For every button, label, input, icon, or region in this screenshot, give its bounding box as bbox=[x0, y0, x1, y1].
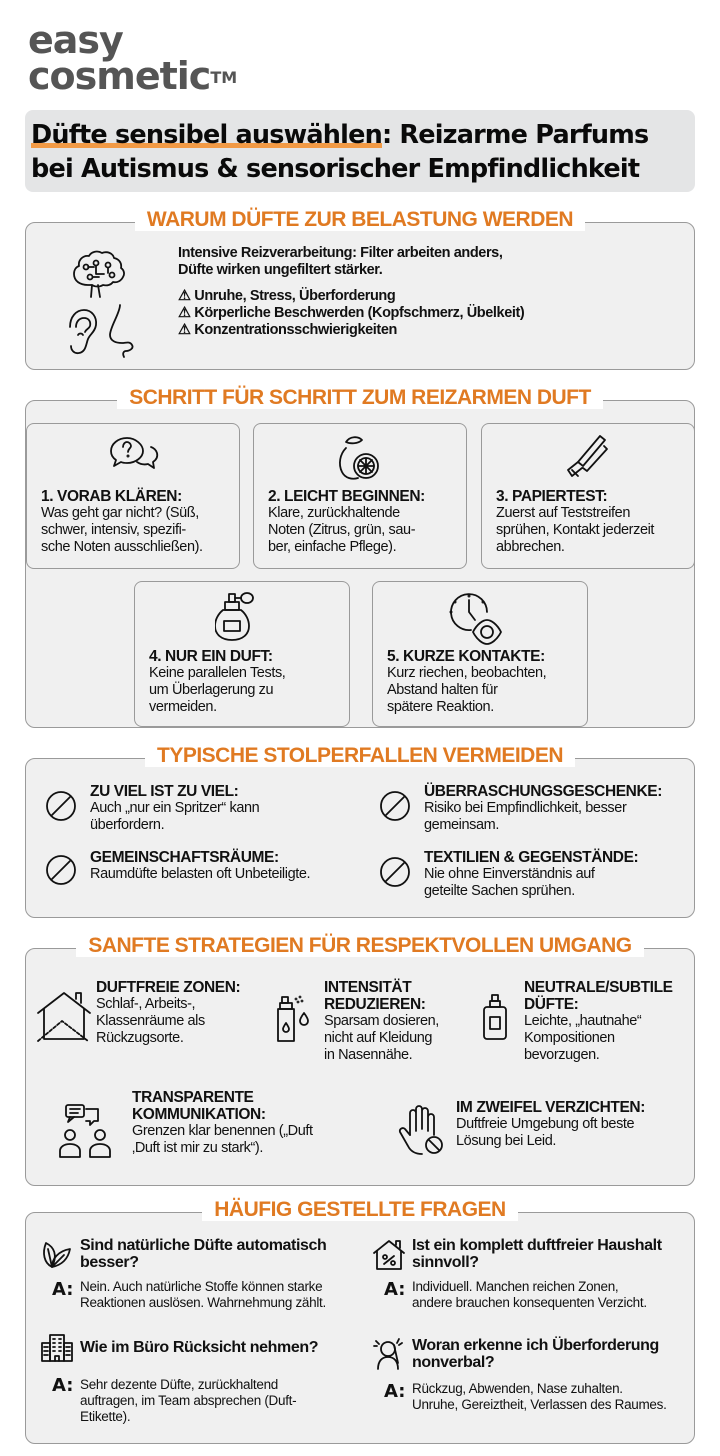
people-chat-icon bbox=[56, 1103, 116, 1164]
faq-answer: Sehr dezente Düfte, zurückhaltend bbox=[80, 1377, 278, 1392]
prohibited-icon bbox=[378, 855, 412, 894]
faq-item bbox=[40, 1333, 360, 1438]
page-title bbox=[25, 110, 695, 192]
step-card-4 bbox=[134, 581, 350, 727]
pitfall-text: Raumdüfte belasten oft Unbeteiligte. bbox=[90, 866, 311, 882]
prohibited-icon bbox=[378, 789, 412, 828]
faq-answer: Reaktionen auslösen. Wahrnehmung zählt. bbox=[80, 1295, 326, 1310]
section-strategies bbox=[25, 934, 695, 1186]
pitfall-heading: ÜBERRASCHUNGSGESCHENKE: bbox=[424, 783, 662, 800]
step-text: vermeiden. bbox=[149, 699, 217, 715]
strategy-text: Sparsam dosieren, bbox=[324, 1013, 439, 1029]
spray-bottle-icon bbox=[482, 993, 510, 1048]
overwhelmed-person-icon bbox=[372, 1337, 406, 1376]
spray-drop-icon bbox=[276, 993, 312, 1050]
strategy-text: Duftfreie Umgebung oft beste bbox=[456, 1116, 635, 1132]
house-no-scent-icon bbox=[372, 1239, 406, 1276]
step-card-3 bbox=[481, 423, 695, 569]
strategy-text: ‚Duft ist mir zu stark“). bbox=[132, 1140, 263, 1156]
step-text: Abstand halten für bbox=[387, 682, 498, 698]
step-text: sprühen, Kontakt jederzeit bbox=[496, 522, 655, 538]
strategy-text: bevorzugen. bbox=[524, 1047, 600, 1063]
step-text: sche Noten ausschließen). bbox=[41, 539, 203, 555]
strategy-heading: KOMMUNIKATION: bbox=[132, 1106, 266, 1123]
title-line-1-rest: : Reizarme Parfums bbox=[381, 120, 649, 150]
step-text: Zuerst auf Teststreifen bbox=[496, 505, 630, 521]
faq-question: besser? bbox=[80, 1254, 139, 1271]
prohibited-icon bbox=[44, 789, 78, 828]
warning-item bbox=[178, 288, 678, 305]
faq-answer: Nein. Auch natürliche Stoffe können starke bbox=[80, 1279, 323, 1294]
strategy-heading: DÜFTE: bbox=[524, 996, 579, 1013]
brain-icon bbox=[66, 241, 130, 310]
faq-answer: Rückzug, Abwenden, Nase zuhalten. bbox=[412, 1381, 623, 1396]
strategy-text: Lösung bei Leid. bbox=[456, 1133, 557, 1149]
strategy-heading: TRANSPARENTE bbox=[132, 1089, 254, 1106]
step-heading: 2. LEICHT BEGINNEN: bbox=[268, 488, 425, 505]
warning-text: Konzentrationsschwierigkeiten bbox=[194, 322, 397, 338]
pitfall-text: Auch „nur ein Spritzer“ kann bbox=[90, 800, 260, 816]
faq-question: Woran erkenne ich Überforderung bbox=[412, 1337, 659, 1354]
strategy-heading: IM ZWEIFEL VERZICHTEN: bbox=[456, 1099, 645, 1116]
answer-label: A: bbox=[52, 1279, 74, 1300]
strategy-text: Grenzen klar benennen („Duft bbox=[132, 1123, 313, 1139]
faq-question: Wie im Büro Rücksicht nehmen? bbox=[80, 1339, 319, 1356]
warning-item bbox=[178, 322, 678, 339]
answer-label: A: bbox=[384, 1279, 406, 1300]
pitfall-text: Nie ohne Einverständnis auf bbox=[424, 866, 595, 882]
pitfall-text: Risiko bei Empfindlichkeit, besser bbox=[424, 800, 627, 816]
faq-answer: andere brauchen konsequenten Verzicht. bbox=[412, 1295, 647, 1310]
faq-answer: Individuell. Manchen reichen Zonen, bbox=[412, 1279, 619, 1294]
office-building-icon bbox=[40, 1333, 74, 1368]
warning-icon: ⚠ bbox=[178, 288, 191, 304]
brand-line-2: cosmetic bbox=[28, 54, 211, 98]
hand-no-icon bbox=[396, 1105, 446, 1162]
section-steps bbox=[25, 386, 695, 728]
title-line-2: bei Autismus & sensorischer Empfindlichkeit bbox=[31, 154, 640, 184]
section-title-steps: SCHRITT FÜR SCHRITT ZUM REIZARMEN DUFT bbox=[117, 386, 603, 409]
warning-icon: ⚠ bbox=[178, 305, 191, 321]
leaves-icon bbox=[40, 1239, 74, 1276]
strategy-text: nicht auf Kleidung bbox=[324, 1030, 433, 1046]
faq-question: nonverbal? bbox=[412, 1354, 495, 1371]
clock-eye-icon bbox=[447, 590, 503, 651]
step-heading: 1. VORAB KLÄREN: bbox=[41, 488, 182, 505]
pitfall-text: gemeinsam. bbox=[424, 817, 499, 833]
why-intro-1: Intensive Reizverarbeitung: Filter arbeiten anders, bbox=[178, 245, 503, 261]
strategy-text: in Nasennähe. bbox=[324, 1047, 413, 1063]
strategy-heading: NEUTRALE/SUBTILE bbox=[524, 979, 673, 996]
faq-item bbox=[372, 1237, 692, 1337]
title-highlight: Düfte sensibel auswählen bbox=[31, 120, 382, 150]
pitfall-text: geteilte Sachen sprühen. bbox=[424, 883, 575, 899]
faq-item bbox=[40, 1237, 360, 1337]
step-text: um Überlagerung zu bbox=[149, 682, 274, 698]
pitfall-heading: TEXTILIEN & GEGENSTÄNDE: bbox=[424, 849, 639, 866]
strategy-text: Kompositionen bbox=[524, 1030, 615, 1046]
step-heading: 3. PAPIERTEST: bbox=[496, 488, 608, 505]
ear-icon bbox=[64, 305, 100, 362]
why-intro-2: Düfte wirken ungefiltert stärker. bbox=[178, 262, 383, 278]
faq-answer: auftragen, im Team absprechen (Duft- bbox=[80, 1393, 297, 1408]
step-heading: 5. KURZE KONTAKTE: bbox=[387, 648, 545, 665]
step-text: Was geht gar nicht? (Süß, bbox=[41, 505, 199, 521]
step-text: Kurz riechen, beobachten, bbox=[387, 665, 547, 681]
step-card-1 bbox=[26, 423, 240, 569]
faq-answer: Unruhe, Gereiztheit, Verlassen des Raumes. bbox=[412, 1397, 667, 1412]
prohibited-icon bbox=[44, 853, 78, 892]
section-pitfalls bbox=[25, 744, 695, 918]
pitfall-text: überfordern. bbox=[90, 817, 165, 833]
section-why bbox=[25, 208, 695, 370]
test-strip-icon bbox=[560, 432, 610, 487]
strategy-text: Schlaf-, Arbeits-, bbox=[96, 996, 196, 1012]
perfume-bottle-icon bbox=[215, 590, 265, 649]
brand-line-1: easy bbox=[28, 18, 123, 62]
faq-question: Ist ein komplett duftfreier Haushalt bbox=[412, 1237, 662, 1254]
question-bubbles-icon bbox=[107, 434, 161, 487]
warning-text: Unruhe, Stress, Überforderung bbox=[194, 288, 396, 304]
step-text: schwer, intensiv, spezifi- bbox=[41, 522, 186, 538]
strategy-heading: REDUZIEREN: bbox=[324, 996, 426, 1013]
step-text: Klare, zurückhaltende bbox=[268, 505, 400, 521]
house-icon bbox=[36, 989, 92, 1048]
citrus-icon bbox=[336, 432, 384, 489]
step-text: abbrechen. bbox=[496, 539, 565, 555]
step-card-2 bbox=[253, 423, 467, 569]
step-text: spätere Reaktion. bbox=[387, 699, 494, 715]
strategy-text: Klassenräume als bbox=[96, 1013, 205, 1029]
strategy-heading: INTENSITÄT bbox=[324, 979, 412, 996]
section-title-why: WARUM DÜFTE ZUR BELASTUNG WERDEN bbox=[135, 208, 585, 231]
strategy-text: Rückzugsorte. bbox=[96, 1030, 184, 1046]
section-faq bbox=[25, 1198, 695, 1444]
answer-label: A: bbox=[384, 1381, 406, 1402]
pitfall-heading: ZU VIEL IST ZU VIEL: bbox=[90, 783, 239, 800]
faq-question: Sind natürliche Düfte automatisch bbox=[80, 1237, 327, 1254]
strategy-heading: DUFTFREIE ZONEN: bbox=[96, 979, 241, 996]
step-text: Noten (Zitrus, grün, sau- bbox=[268, 522, 416, 538]
strategy-text: Leichte, „hautnahe“ bbox=[524, 1013, 642, 1029]
step-text: Keine parallelen Tests, bbox=[149, 665, 286, 681]
warning-text: Körperliche Beschwerden (Kopfschmerz, Übelkeit) bbox=[194, 305, 525, 321]
faq-question: sinnvoll? bbox=[412, 1254, 479, 1271]
section-title-strategies: SANFTE STRATEGIEN FÜR RESPEKTVOLLEN UMGANG bbox=[76, 934, 643, 957]
pitfall-heading: GEMEINSCHAFTSRÄUME: bbox=[90, 849, 279, 866]
faq-item bbox=[372, 1337, 692, 1442]
step-text: ber, einfache Pflege). bbox=[268, 539, 397, 555]
nose-icon bbox=[106, 303, 136, 364]
faq-answer: Etikette). bbox=[80, 1409, 131, 1424]
warning-item bbox=[178, 305, 678, 322]
section-title-pitfalls: TYPISCHE STOLPERFALLEN VERMEIDEN bbox=[145, 744, 575, 767]
step-card-5 bbox=[372, 581, 588, 727]
brand-logo bbox=[28, 18, 238, 98]
step-heading: 4. NUR EIN DUFT: bbox=[149, 648, 273, 665]
answer-label: A: bbox=[52, 1375, 74, 1396]
section-title-faq: HÄUFIG GESTELLTE FRAGEN bbox=[202, 1198, 517, 1221]
trademark: TM bbox=[210, 68, 238, 87]
warning-icon: ⚠ bbox=[178, 322, 191, 338]
